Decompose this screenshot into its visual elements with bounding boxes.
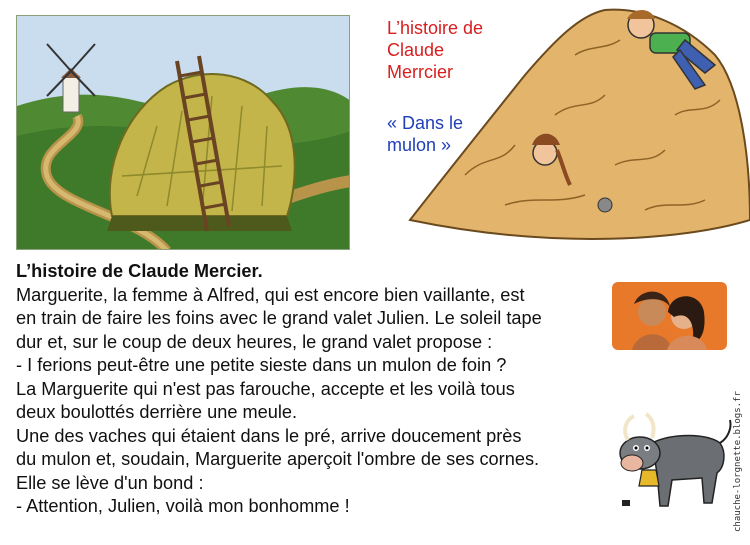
story-heading: L’histoire de Claude Mercier. — [16, 261, 263, 281]
story-line: dur et, sur le coup de deux heures, le grand valet propose : — [16, 331, 493, 352]
story-line: - Attention, Julien, voilà mon bonhomme ! — [16, 496, 350, 516]
story-title-line: Claude — [387, 40, 445, 60]
story-line: du mulon et, soudain, Marguerite aperçoit l'ombre de ses cornes. — [16, 449, 540, 469]
story-subtitle-line: mulon » — [387, 135, 452, 155]
couple-illustration — [612, 282, 727, 350]
children-in-haystack-illustration — [405, 5, 750, 250]
story-line: - I ferions peut-être une petite sieste dans un mulon de foin ? — [16, 355, 507, 375]
story-subtitle-line: « Dans le — [387, 113, 464, 133]
story-line: Elle se lève d'un bond : — [16, 472, 204, 493]
blog-watermark: chauche-lorgnette.blogs.fr — [733, 391, 743, 532]
story-title-line: Merrcier — [387, 62, 453, 82]
haystack-landscape-illustration — [16, 15, 350, 250]
story-line: Une des vaches qui étaient dans le pré, arrive doucement près — [16, 425, 522, 446]
cow-illustration — [612, 408, 734, 513]
story-title-line: L’histoire de — [387, 18, 484, 38]
story-line: Marguerite, la femme à Alfred, qui est encore bien vaillante, est — [16, 284, 525, 305]
story-line: La Marguerite qui n'est pas farouche, accepte et les voilà tous — [16, 378, 515, 399]
story-text — [16, 260, 616, 519]
story-line: deux boulottés derrière une meule. — [16, 402, 298, 422]
story-line: en train de faire les foins avec le grand valet Julien. Le soleil tape — [16, 308, 542, 328]
